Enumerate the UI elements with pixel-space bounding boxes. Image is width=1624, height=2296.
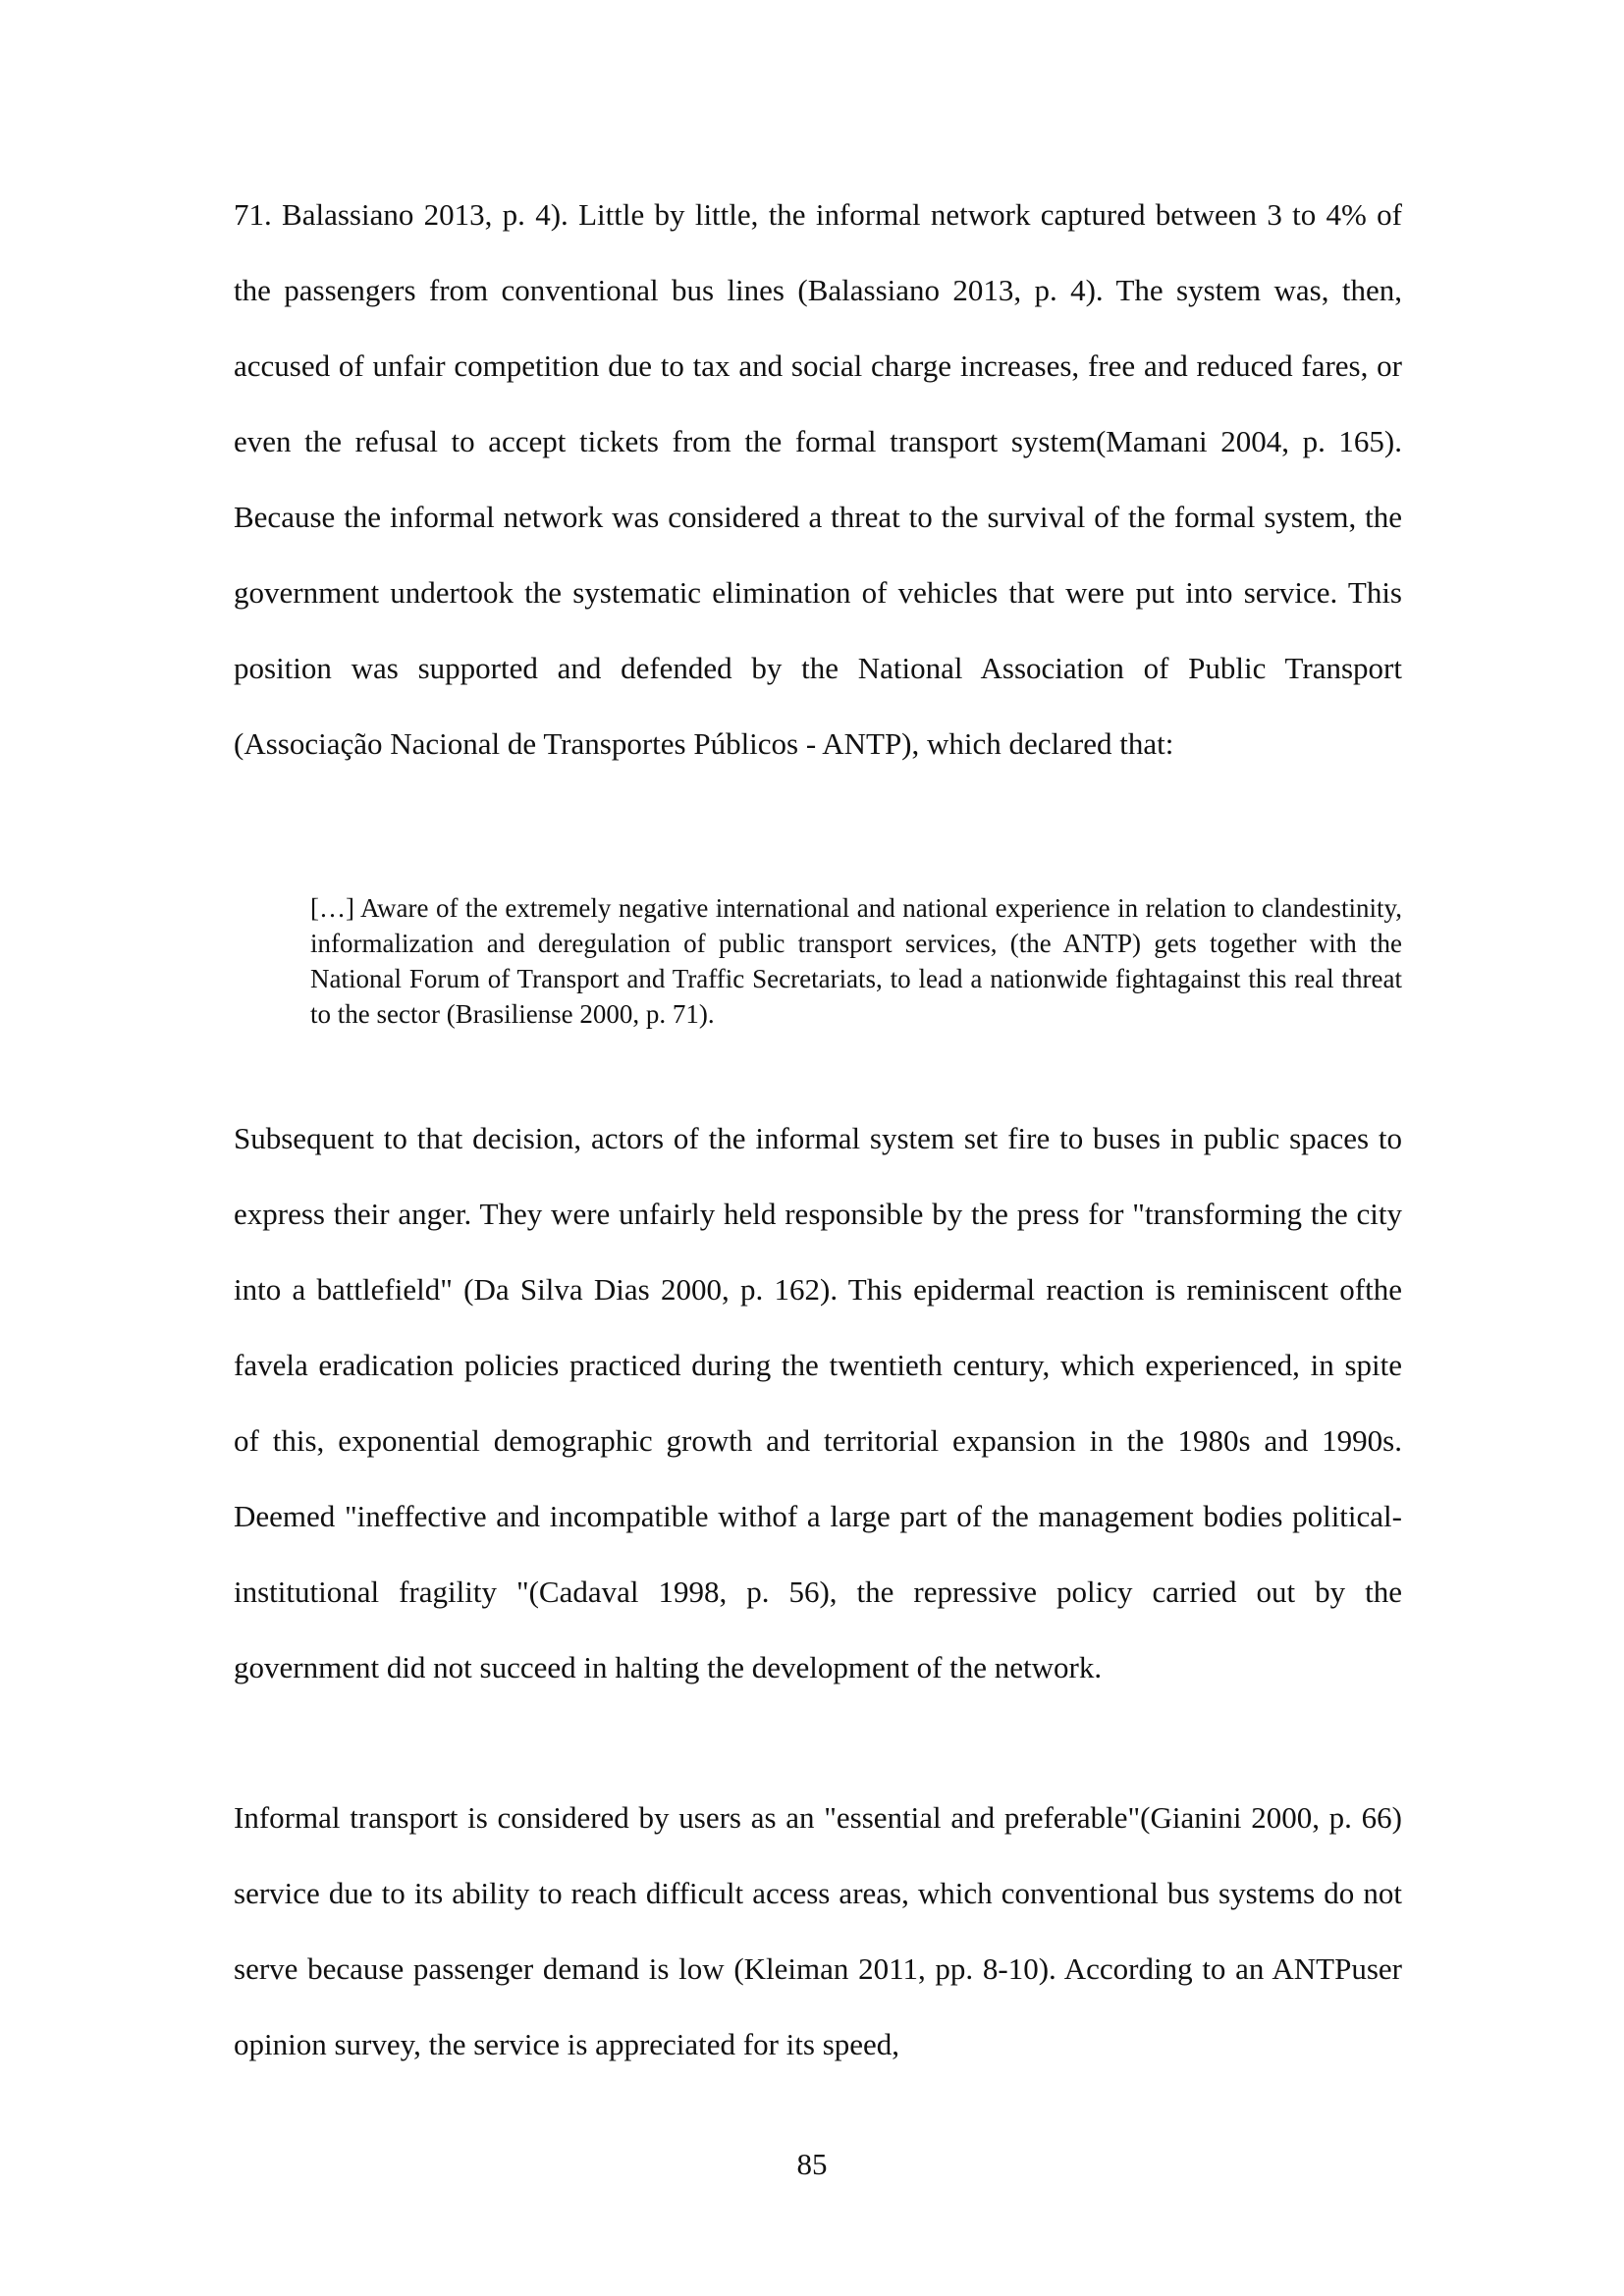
page-number: 85: [796, 2147, 828, 2181]
body-paragraph-1: 71. Balassiano 2013, p. 4). Little by little, the informal network captured between 3 to 4% of the passengers from conventional bus lines (Balassiano 2013, p. 4). The system was, then, accused of unfair competition due to tax and social charge increases, free and reduced fares, or even the refusal to accept tickets from the formal transport system(Mamani 2004, p. 165). Because the informal network was considered a threat to the survival of the formal system, the government undertook the systematic elimination of vehicles that were put into service. This position was supported and defended by the National Association of Public Transport (Associação Nacional de Transportes Públicos - ANTP), which declared that:: [234, 197, 1402, 761]
body-paragraph-3: Informal transport is considered by users as an "essential and preferable"(Gianini 2000, p. 66) service due to its ability to reach difficult access areas, which conventional bus systems do not serve because passenger demand is low (Kleiman 2011, pp. 8-10). According to an ANTPuser opinion survey, the service is appreciated for its speed,: [234, 1800, 1402, 2061]
block-quote: […] Aware of the extremely negative international and national experience in relation to clandestinity, informalization and deregulation of public transport services, (the ANTP) gets together with the National Forum of Transport and Traffic Secretariats, to lead a nationwide fightagainst this real threat to the sector (Brasiliense 2000, p. 71).: [310, 893, 1402, 1029]
body-paragraph-2: Subsequent to that decision, actors of the informal system set fire to buses in public spaces to express their anger. They were unfairly held responsible by the press for "transforming the city into a battlefield" (Da Silva Dias 2000, p. 162). This epidermal reaction is reminiscent ofthe favela eradication policies practiced during the twentieth century, which experienced, in spite of this, exponential demographic growth and territorial expansion in the 1980s and 1990s. Deemed "ineffective and incompatible withof a large part of the management bodies political-institutional fragility "(Cadaval 1998, p. 56), the repressive policy carried out by the government did not succeed in halting the development of the network.: [234, 1121, 1402, 1684]
